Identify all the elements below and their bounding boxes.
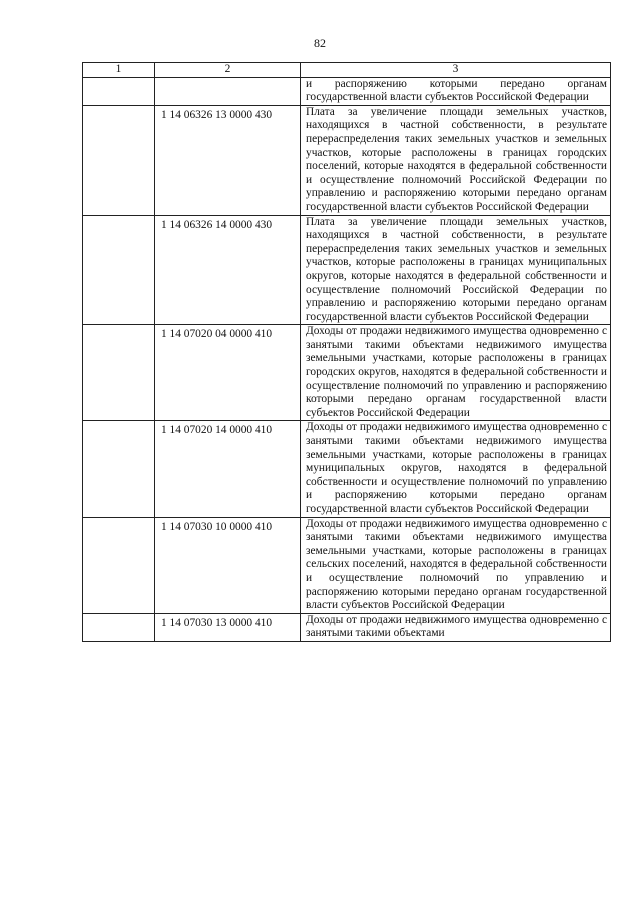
table-row: [83, 517, 611, 613]
revenue-code-cell: 1 14 07020 14 0000 410: [155, 421, 301, 517]
revenue-code-cell: 1 14 06326 13 0000 430: [155, 105, 301, 215]
revenue-description-cell: Доходы от продажи недвижимого имущества одновременно с занятыми такими объектами: [301, 613, 611, 641]
revenue-code-cell: 1 14 07030 10 0000 410: [155, 517, 301, 613]
column-header-2: 2: [155, 63, 301, 78]
revenue-code-cell: [155, 77, 301, 105]
column-header-3: 3: [301, 63, 611, 78]
row-number-cell: [83, 517, 155, 613]
revenue-description-cell: Доходы от продажи недвижимого имущества одновременно с занятыми такими объектами недвижимого имущества земельными участками, которые расположены в границах муниципальных округов, находятся в федеральной собственности и осуществление полномочий по управлению и распоряжению которыми передано органам государственной власти субъектов Российской Федерации: [301, 421, 611, 517]
table-row: [83, 613, 611, 641]
revenue-description-cell: Плата за увеличение площади земельных участков, находящихся в частной собственности, в результате перераспределения таких земельных участков и земельных участков, которые расположены в границах муниципальных округов, которые находятся в федеральной собственности и осуществление полномочий Российской Федерации по управлению и распоряжению которыми передано органам государственной власти субъектов Российской Федерации: [301, 215, 611, 325]
table-header-row: [83, 63, 611, 78]
row-number-cell: [83, 77, 155, 105]
table-row: [83, 77, 611, 105]
revenue-code-cell: 1 14 06326 14 0000 430: [155, 215, 301, 325]
table-row: [83, 325, 611, 421]
row-number-cell: [83, 325, 155, 421]
revenue-description-cell: Доходы от продажи недвижимого имущества одновременно с занятыми такими объектами недвижимого имущества земельными участками, которые расположены в границах городских округов, находятся в федеральной собственности и осуществление полномочий по управлению и распоряжению которыми передано органам государственной власти субъектов Российской Федерации: [301, 325, 611, 421]
row-number-cell: [83, 613, 155, 641]
table-row: [83, 105, 611, 215]
revenue-description-cell: Доходы от продажи недвижимого имущества одновременно с занятыми такими объектами недвижимого имущества земельными участками, которые расположены в границах сельских поселений, находятся в федеральной собственности и осуществление полномочий по управлению и распоряжению которыми передано органам государственной власти субъектов Российской Федерации: [301, 517, 611, 613]
page-number: 82: [314, 36, 326, 50]
revenue-description-cell: Плата за увеличение площади земельных участков, находящихся в частной собственности, в результате перераспределения таких земельных участков и земельных участков, которые расположены в границах городских поселений, которые находятся в федеральной собственности и осуществление полномочий Российской Федерации по управлению и распоряжению которыми передано органам государственной власти субъектов Российской Федерации: [301, 105, 611, 215]
row-number-cell: [83, 105, 155, 215]
revenue-code-cell: 1 14 07030 13 0000 410: [155, 613, 301, 641]
table-row: [83, 215, 611, 325]
revenue-description-cell: и распоряжению которыми передано органам государственной власти субъектов Российской Федерации: [301, 77, 611, 105]
row-number-cell: [83, 215, 155, 325]
revenue-code-cell: 1 14 07020 04 0000 410: [155, 325, 301, 421]
column-header-1: 1: [83, 63, 155, 78]
table-row: [83, 421, 611, 517]
row-number-cell: [83, 421, 155, 517]
revenue-codes-table: [82, 62, 611, 642]
